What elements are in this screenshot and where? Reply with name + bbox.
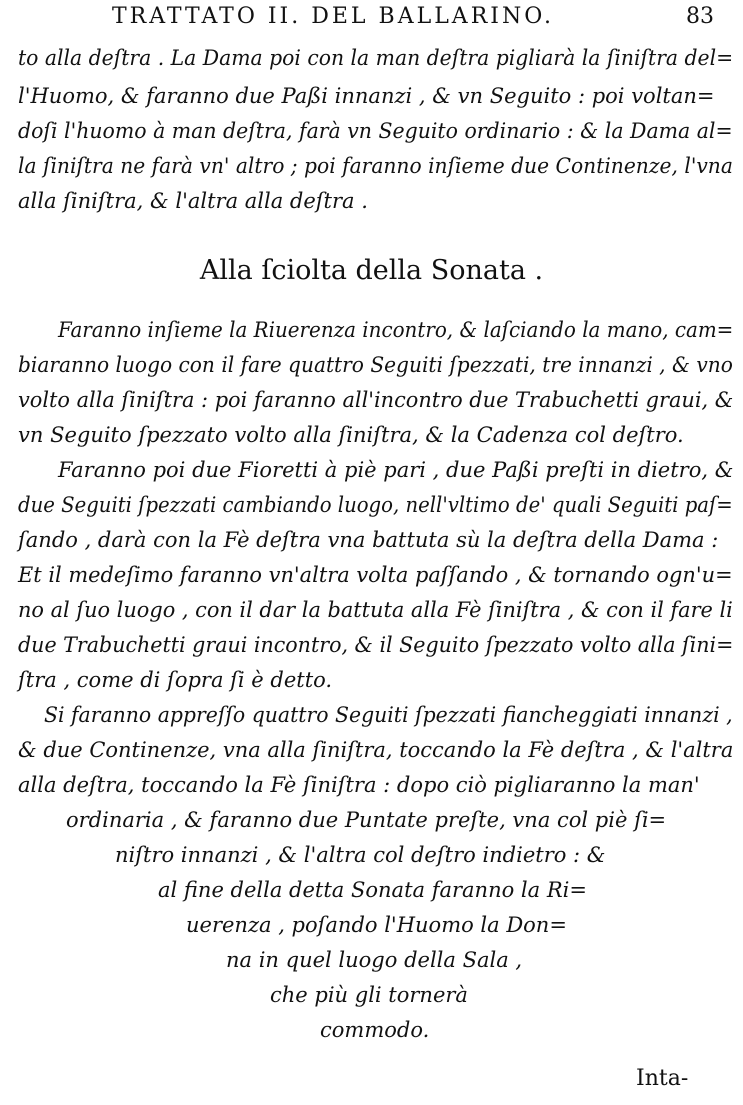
text-line: vn Seguito ſpezzato volto alla ſiniſtra, & la Cadenza col deſtro. bbox=[18, 423, 684, 447]
text-line: che più gli tornerà bbox=[270, 983, 468, 1007]
section-heading: Alla ſciolta della Sonata . bbox=[199, 255, 544, 286]
text-line: na in quel luogo della Sala , bbox=[226, 948, 523, 972]
running-title: TRATTATO II. DEL BALLARINO. bbox=[112, 4, 554, 29]
text-line: la ſiniſtra ne farà vn' altro ; poi faranno inſieme due Continenze, l'vna bbox=[18, 154, 733, 178]
text-line: Faranno poi due Fioretti à piè pari , due Paßi preſti in dietro, & bbox=[58, 458, 734, 482]
text-line: l'Huomo, & faranno due Paßi innanzi , & vn Seguito : poi voltan= bbox=[18, 84, 715, 108]
text-line: alla deſtra, toccando la Fè ſiniſtra : dopo ciò pigliaranno la man' bbox=[18, 773, 700, 797]
text-line: biaranno luogo con il fare quattro Seguiti ſpezzati, tre innanzi , & vno bbox=[18, 353, 733, 377]
running-head bbox=[0, 4, 743, 34]
text-line: volto alla ſiniſtra : poi faranno all'incontro due Trabuchetti graui, & bbox=[18, 388, 734, 412]
text-line: ſtra , come di ſopra ſi è detto. bbox=[18, 668, 333, 692]
text-line: alla ſiniſtra, & l'altra alla deſtra . bbox=[18, 189, 368, 213]
text-line: Faranno inſieme la Riuerenza incontro, & laſciando la mano, cam= bbox=[58, 318, 734, 342]
catchword: Inta- bbox=[636, 1066, 689, 1091]
text-line: due Seguiti ſpezzati cambiando luogo, nell'vltimo de' quali Seguiti paſ= bbox=[18, 493, 733, 517]
text-line: no al ſuo luogo , con il dar la battuta alla Fè ſiniſtra , & con il fare li bbox=[18, 598, 733, 622]
text-line: due Trabuchetti graui incontro, & il Seguito ſpezzato volto alla ſini= bbox=[18, 633, 734, 657]
text-line: ordinaria , & faranno due Puntate preſte, vna col piè ſi= bbox=[66, 808, 667, 832]
text-line: & due Continenze, vna alla ſiniſtra, toccando la Fè deſtra , & l'altra bbox=[18, 738, 734, 762]
text-line: doſi l'huomo à man deſtra, farà vn Seguito ordinario : & la Dama al= bbox=[18, 119, 733, 143]
text-line: al fine della detta Sonata faranno la Ri= bbox=[158, 878, 587, 902]
text-line: ſando , darà con la Fè deſtra vna battuta sù la deſtra della Dama : bbox=[18, 528, 719, 552]
text-line: Et il medeſimo faranno vn'altra volta paſſando , & tornando ogn'u= bbox=[18, 563, 733, 587]
text-line: to alla deſtra . La Dama poi con la man deſtra pigliarà la ſiniſtra del= bbox=[18, 46, 734, 70]
text-line: commodo. bbox=[320, 1018, 430, 1042]
page-number: 83 bbox=[686, 4, 714, 29]
text-line: niſtro innanzi , & l'altra col deſtro indietro : & bbox=[115, 843, 606, 867]
text-line: Si faranno appreſſo quattro Seguiti ſpezzati fiancheggiati innanzi , bbox=[44, 703, 733, 727]
text-line: uerenza , poſando l'Huomo la Don= bbox=[186, 913, 567, 937]
